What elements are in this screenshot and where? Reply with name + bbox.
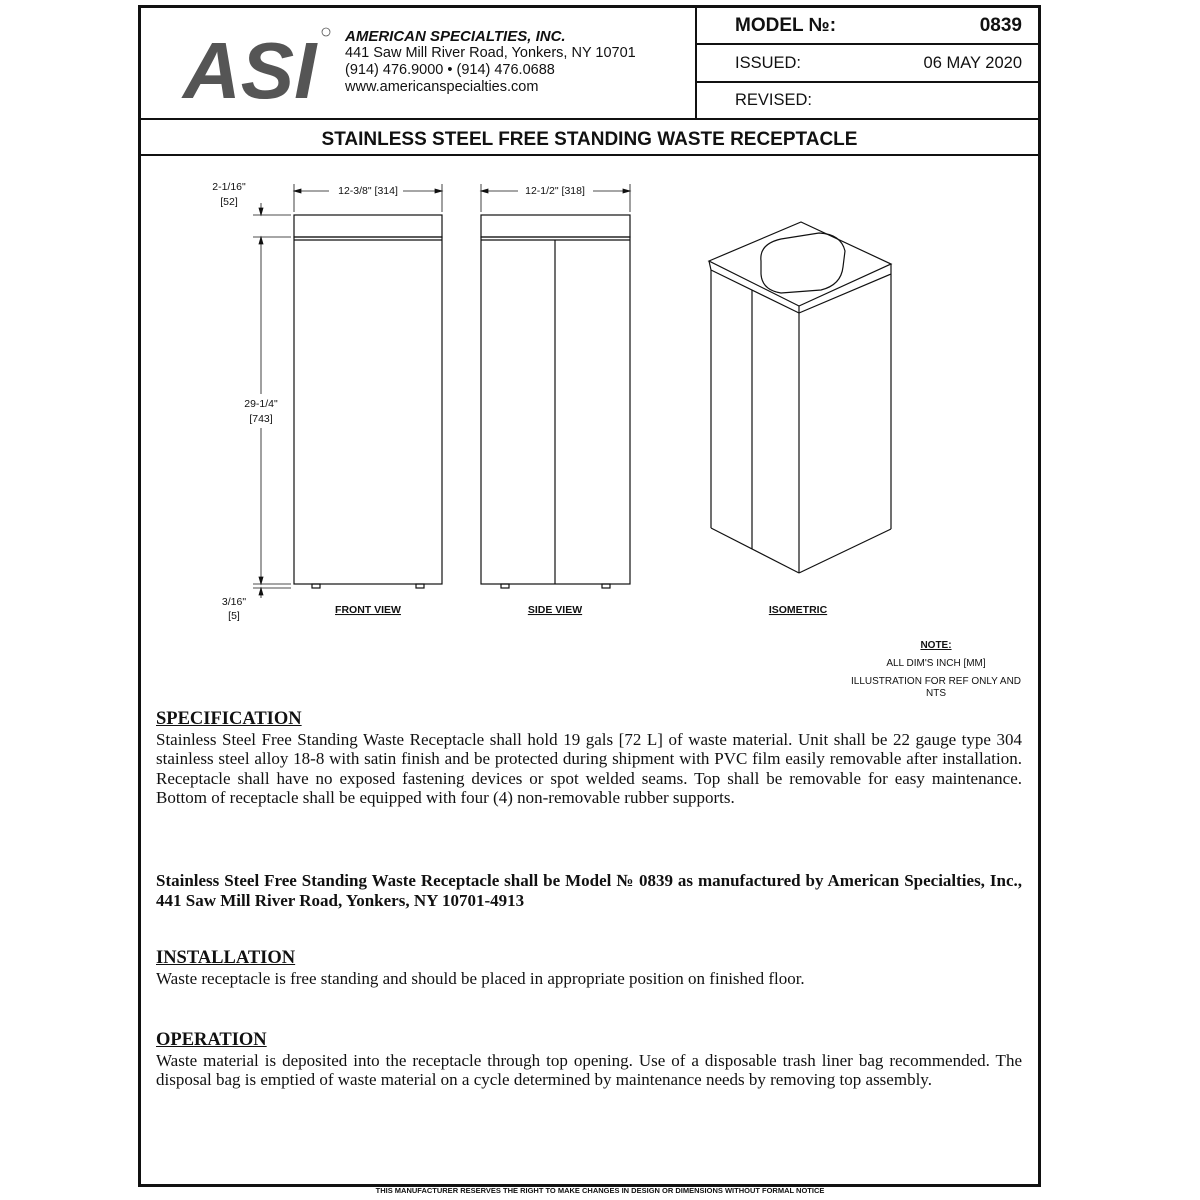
- company-name: AMERICAN SPECIALTIES, INC.: [345, 28, 566, 45]
- notes-line-2: ILLUSTRATION FOR REF ONLY AND NTS: [850, 676, 1022, 699]
- front-foot-left: [312, 584, 320, 588]
- notes-line-1: ALL DIM'S INCH [MM]: [886, 658, 986, 669]
- top-height-dim-mm: [52]: [220, 196, 238, 208]
- front-view-body: [294, 237, 442, 584]
- front-width-dim: 12-3/8" [314]: [338, 185, 398, 197]
- issued-label: ISSUED:: [735, 54, 802, 72]
- installation-heading: INSTALLATION: [156, 948, 296, 968]
- side-view-label: SIDE VIEW: [527, 604, 583, 616]
- technical-drawing: [141, 8, 1038, 708]
- footer-disclaimer: THIS MANUFACTURER RESERVES THE RIGHT TO MAKE CHANGES IN DESIGN OR DIMENSIONS WITHOUT FORMAL NOTICE: [375, 1186, 825, 1195]
- specification-section: [156, 710, 1022, 808]
- isometric-label: ISOMETRIC: [768, 604, 828, 616]
- company-website: www.americanspecialties.com: [345, 79, 539, 95]
- notes-block: [841, 640, 1031, 700]
- company-address: 441 Saw Mill River Road, Yonkers, NY 10701: [345, 45, 636, 61]
- foot-height-dim-mm: [5]: [228, 610, 240, 622]
- body-height-dim-in: 29-1/4": [244, 398, 278, 410]
- foot-height-dim-in: 3/16": [221, 596, 247, 608]
- company-phones: (914) 476.9000 • (914) 476.0688: [345, 62, 555, 78]
- side-view-lid: [481, 215, 630, 237]
- page-title: STAINLESS STEEL FREE STANDING WASTE RECEPTACLE: [141, 120, 1038, 156]
- operation-heading: OPERATION: [156, 1030, 267, 1050]
- logo-text: ASI: [183, 26, 317, 106]
- front-foot-right: [416, 584, 424, 588]
- spec-sheet: [138, 5, 1041, 1187]
- model-statement: Stainless Steel Free Standing Waste Receptacle shall be Model № 0839 as manufactured by American Specialties, Inc., 441 Saw Mill River Road, Yonkers, NY 10701-4913: [156, 871, 1022, 910]
- issued-value: 06 MAY 2020: [923, 54, 1022, 72]
- operation-text: Waste material is deposited into the receptacle through top opening. Use of a disposable trash liner bag recommended. The disposal bag is emptied of waste material on a cycle determined by maintenance needs by removing top assembly.: [156, 1050, 1022, 1089]
- isometric-view: [709, 222, 891, 573]
- installation-text: Waste receptacle is free standing and should be placed in appropriate position on finished floor.: [156, 968, 805, 988]
- revised-label: REVISED:: [735, 91, 813, 109]
- side-foot-right: [602, 584, 610, 588]
- model-value: 0839: [979, 15, 1022, 36]
- body-height-dim-mm: [743]: [249, 413, 273, 425]
- side-width-dim: 12-1/2" [318]: [525, 185, 585, 197]
- notes-title: NOTE:: [920, 640, 952, 651]
- top-height-dim-in: 2-1/16": [212, 181, 246, 193]
- front-view-lid: [294, 215, 442, 237]
- front-view-label: FRONT VIEW: [335, 604, 401, 616]
- model-label: MODEL №:: [735, 15, 837, 36]
- specification-text: Stainless Steel Free Standing Waste Receptacle shall hold 19 gals [72 L] of waste material. Unit shall be 22 gauge type 304 stainless steel alloy 18-8 with satin finish and be protected during shipment with PVC film easily removable after installation. Receptacle shall have no exposed fastening devices or spot welded seams. Top shall be removable for easy maintenance. Bottom of receptacle shall be equipped with four (4) non-removable rubber supports.: [156, 729, 1022, 807]
- specification-heading: SPECIFICATION: [156, 709, 302, 729]
- operation-section: [156, 1031, 1022, 1090]
- installation-section: [156, 949, 1022, 988]
- side-foot-left: [501, 584, 509, 588]
